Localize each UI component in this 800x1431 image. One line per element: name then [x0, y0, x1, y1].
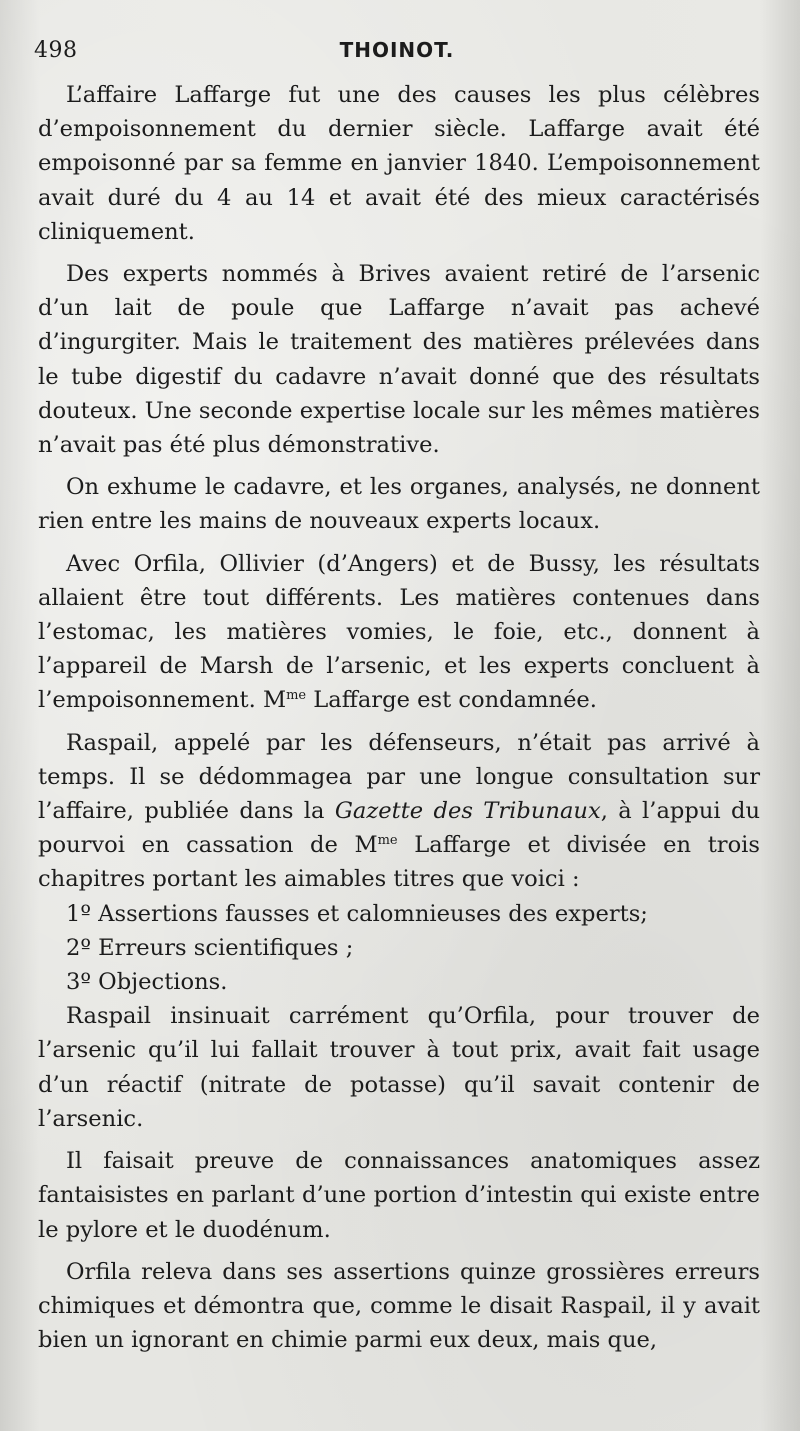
paragraph-7: Il faisait preuve de connaissances anatomiques assez fantaisistes en parlant d’une portion d’intestin qui existe entre le pylore et le duodénum. [38, 1148, 760, 1243]
paragraph-3: On exhume le cadavre, et les organes, analysés, ne donnent rien entre les mains de nouveaux experts locaux. [38, 474, 760, 535]
list-item-3: 3º Objections. [66, 969, 228, 996]
body-text [38, 78, 760, 1357]
paragraph-4-text-end: Laffarge est condamnée. [306, 687, 597, 714]
paragraph-1: L’affaire Laffarge fut une des causes les plus célèbres d’empoisonnement du dernier siècle. Laffarge avait été empoisonné par sa femme en janvier 1840. L’empoisonnement avait duré du 4 au 14 et avait été des mieux caractérisés cliniquement. [38, 82, 760, 245]
paragraph-8: Orfila releva dans ses assertions quinze grossières erreurs chimiques et démontra que, comme le disait Raspail, il y avait bien un ignorant en chimie parmi eux deux, mais que, [38, 1258, 760, 1354]
paragraph-4 [38, 547, 760, 718]
running-head: THOINOT. [339, 38, 455, 62]
paragraph-6: Raspail insinuait carrément qu’Orfila, pour trouver de l’arsenic qu’il lui fallait trouver à tout prix, avait fait usage d’un réactif (nitrate de potasse) qu’il savait contenir de l’arsenic. [38, 1003, 760, 1132]
paragraph-5-text-middle: , à l’appui du pourvoi en cassation de M [38, 798, 760, 859]
list-item-2: 2º Erreurs scientifiques ; [66, 934, 354, 961]
paragraph-5-text-start: Raspail, appelé par les défenseurs, n’était pas arrivé à temps. Il se dédommagea par une longue consultation sur l’affaire, publiée dans la [38, 729, 760, 825]
page-header [34, 30, 760, 70]
paragraph-4-text-start: Avec Orfila, Ollivier (d’Angers) et de Bussy, les résultats allaient être tout différents. Les matières contenues dans l’estomac, les matières vomies, le foie, etc., donnent à l’appareil de Marsh de l’arsenic, et les experts concluent à l’empoisonnement. M [38, 550, 760, 714]
journal-title: Gazette des Tribunaux [334, 798, 601, 825]
paragraph-5-text-end: Laffarge et divisée en trois chapitres portant les aimables titres que voici : [38, 832, 761, 893]
paragraph-5-superscript: me [377, 833, 398, 849]
paragraph-5 [38, 726, 760, 897]
list-item-1: 1º Assertions fausses et calomnieuses des experts; [66, 900, 648, 927]
paragraph-4-superscript: me [286, 688, 307, 704]
paragraph-2: Des experts nommés à Brives avaient retiré de l’arsenic d’un lait de poule que Laffarge n’avait pas achevé d’ingurgiter. Mais le traitement des matières prélevées dans le tube digestif du cadavre n’avait donné que des résultats douteux. Une seconde expertise locale sur les mêmes matières n’avait pas été plus démonstrative. [38, 261, 760, 459]
page-number: 498 [34, 38, 78, 63]
